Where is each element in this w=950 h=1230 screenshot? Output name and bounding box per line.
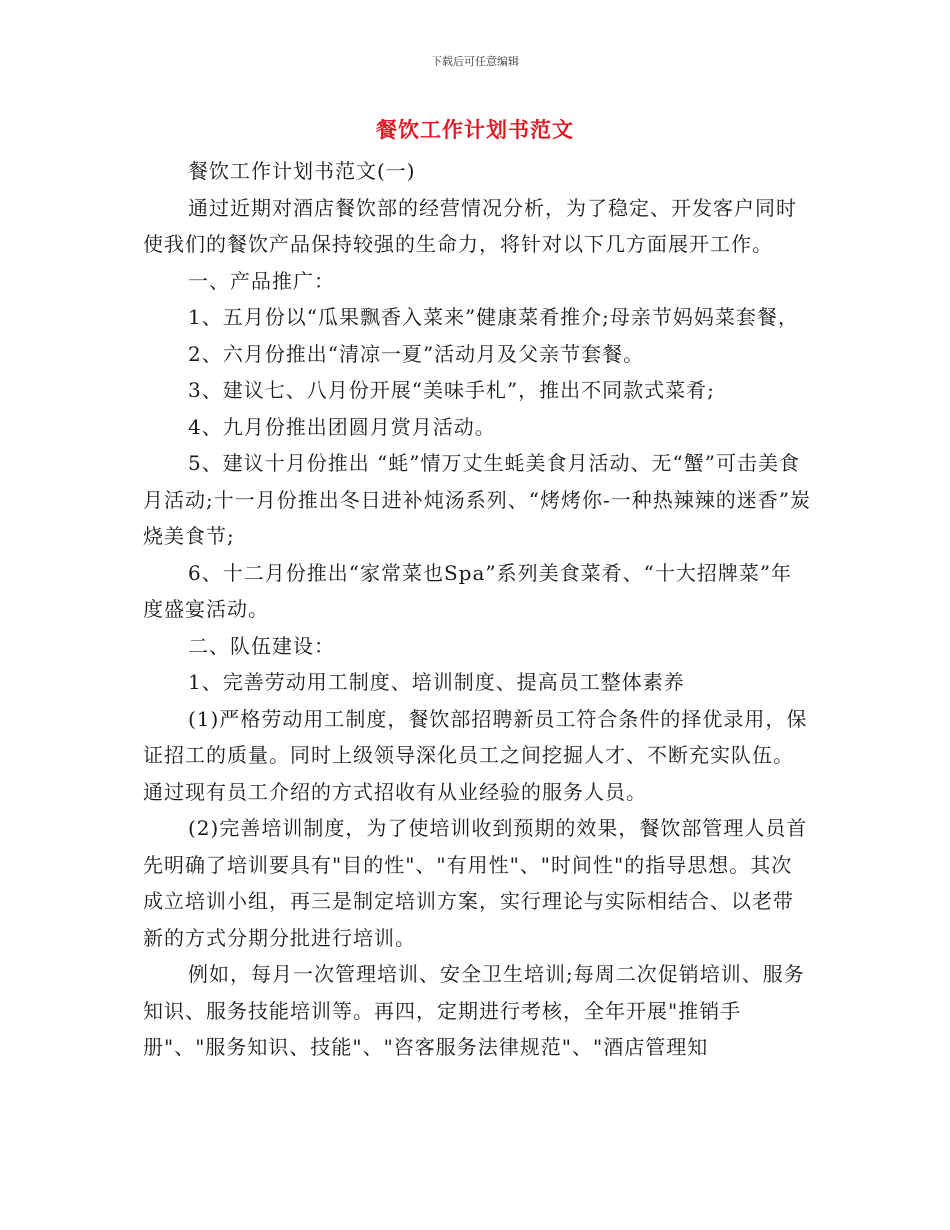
paragraph: 一、产品推广：: [188, 268, 335, 293]
paragraph: 通过近期对酒店餐饮部的经营情况分析，为了稳定、开发客户同时使我们的餐饮产品保持较强的生命力，将针对以下几方面展开工作。: [143, 195, 797, 256]
paragraph: 1、完善劳动用工制度、培训制度、提高员工整体素养: [188, 670, 685, 694]
document-title: 餐饮工作计划书范文: [376, 117, 574, 142]
paragraph: (1)严格劳动用工制度，餐饮部招聘新员工符合条件的择优录用，保证招工的质量。同时上级领导深化员工之间挖掘人才、不断充实队伍。通过现有员工介绍的方式招收有从业经验的服务人员。: [143, 706, 808, 804]
paragraph: 餐饮工作计划书范文(一): [188, 159, 416, 183]
document-body: [143, 153, 811, 1066]
paragraph: 3、建议七、八月份开展“美味手札”，推出不同款式菜肴;: [188, 378, 715, 402]
paragraph: 6、十二月份推出“家常菜也Spa”系列美食菜肴、“十大招牌菜”年度盛宴活动。: [143, 560, 793, 621]
paragraph: (2)完善培训制度，为了使培训收到预期的效果，餐饮部管理人员首先明确了培训要具有"目的性"、"有用性"、"时间性"的指导思想。其次成立培训小组，再三是制定培训方案，实行理论与实际相结合、以老带新的方式分期分批进行培训。: [143, 816, 808, 950]
paragraph: 例如，每月一次管理培训、安全卫生培训;每周二次促销培训、服务知识、服务技能培训等。再四，定期进行考核，全年开展"推销手册"、"服务知识、技能"、"咨客服务法律规范"、"酒店管理知: [143, 962, 805, 1059]
paragraph: 二、队伍建设：: [188, 633, 335, 658]
paragraph: 1、五月份以“瓜果飘香入菜来”健康菜肴推介;母亲节妈妈菜套餐，: [188, 305, 799, 329]
paragraph: 5、建议十月份推出 “蚝”情万丈生蚝美食月活动、无“蟹”可击美食月活动;十一月份推出冬日进补炖汤系列、“烤烤你-一种热辣辣的迷香”炭烧美食节;: [143, 451, 811, 548]
page-header-note: 下载后可任意编辑: [431, 55, 519, 68]
paragraph: 4、九月份推出团圆月赏月活动。: [188, 414, 496, 439]
paragraph: 2、六月份推出“清凉一夏”活动月及父亲节套餐。: [188, 341, 645, 366]
